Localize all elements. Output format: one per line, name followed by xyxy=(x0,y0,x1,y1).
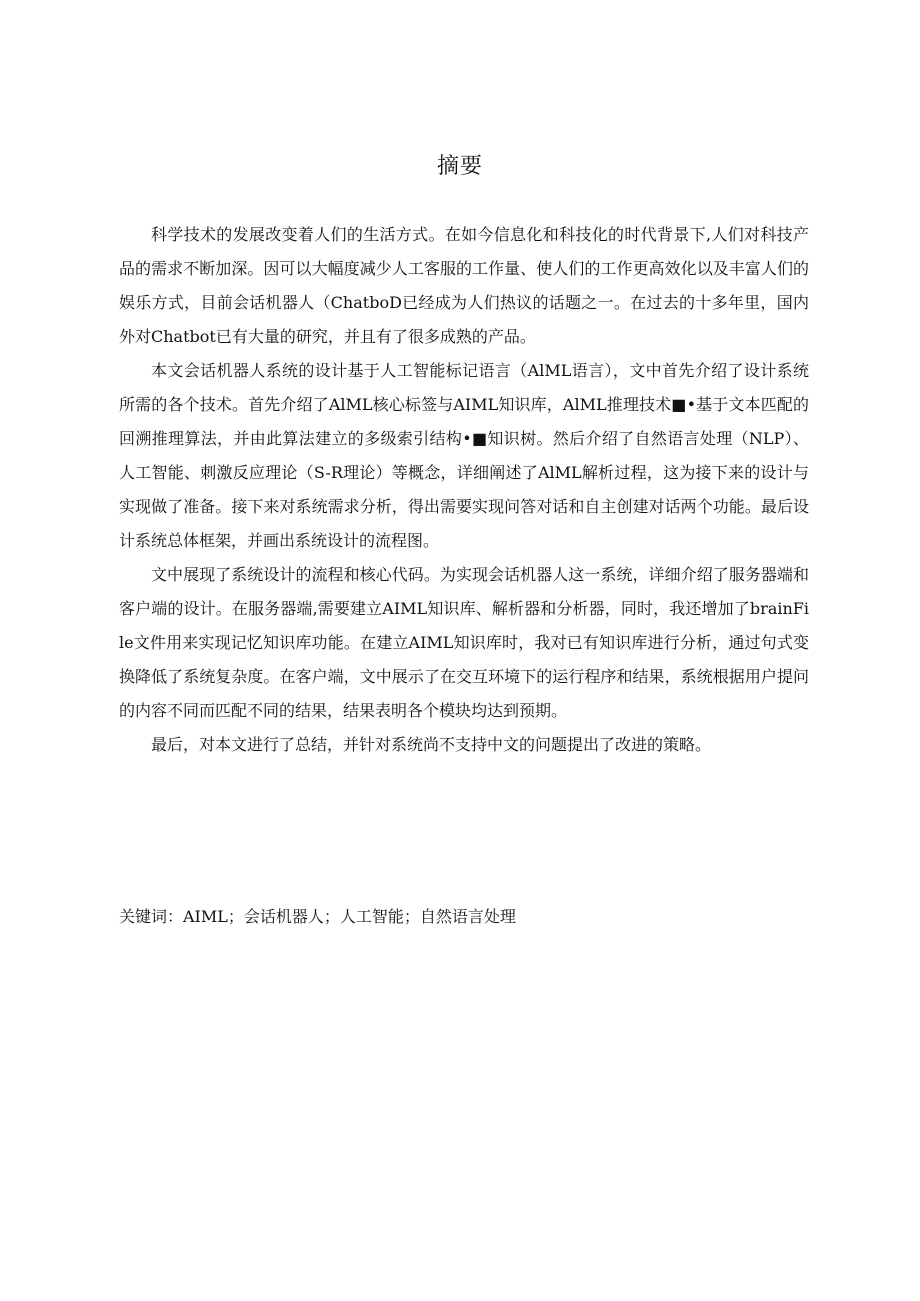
abstract-paragraph-4: 最后，对本文进行了总结，并针对系统尚不支持中文的问题提出了改进的策略。 xyxy=(151,735,712,754)
abstract-paragraph-3: 文中展现了系统设计的流程和核心代码。为实现会话机器人这一系统，详细介绍了服务器端和客户端的设计。在服务器端,需要建立AIML知识库、解析器和分析器，同时，我还增加了brainFile文件用来实现记忆知识库功能。在建立AIML知识库时，我对已有知识库进行分析，通过句式变换降低了系统复杂度。在客户端，文中展示了在交互环境下的运行程序和结果，系统根据用户提问的内容不同而匹配不同的结果，结果表明各个模块均达到预期。 xyxy=(119,565,809,720)
abstract-paragraph-2: 本文会话机器人系统的设计基于人工智能标记语言（AlML语言），文中首先介绍了设计系统所需的各个技术。首先介绍了AlML核心标签与AIML知识库，AlML推理技术■•基于文本匹配的回溯推理算法，并由此算法建立的多级索引结构•■知识树。然后介绍了自然语言处理（NLP）、人工智能、刺激反应理论（S-R理论）等概念，详细阐述了AlML解析过程，这为接下来的设计与实现做了准备。接下来对系统需求分析，得出需要实现问答对话和自主创建对话两个功能。最后设计系统总体框架，并画出系统设计的流程图。 xyxy=(119,361,809,550)
abstract-paragraph-1: 科学技术的发展改变着人们的生活方式。在如今信息化和科技化的时代背景下,人们对科技产品的需求不断加深。因可以大幅度减少人工客服的工作量、使人们的工作更高效化以及丰富人们的娱乐方式，目前会话机器人（ChatboD已经成为人们热议的话题之一。在过去的十多年里，国内外对Chatbot已有大量的研究，并且有了很多成熟的产品。 xyxy=(119,225,809,346)
abstract-body xyxy=(119,218,809,762)
keywords-line: 关键词：AIML；会话机器人；人工智能；自然语言处理 xyxy=(119,907,516,926)
abstract-title: 摘要 xyxy=(436,154,483,179)
